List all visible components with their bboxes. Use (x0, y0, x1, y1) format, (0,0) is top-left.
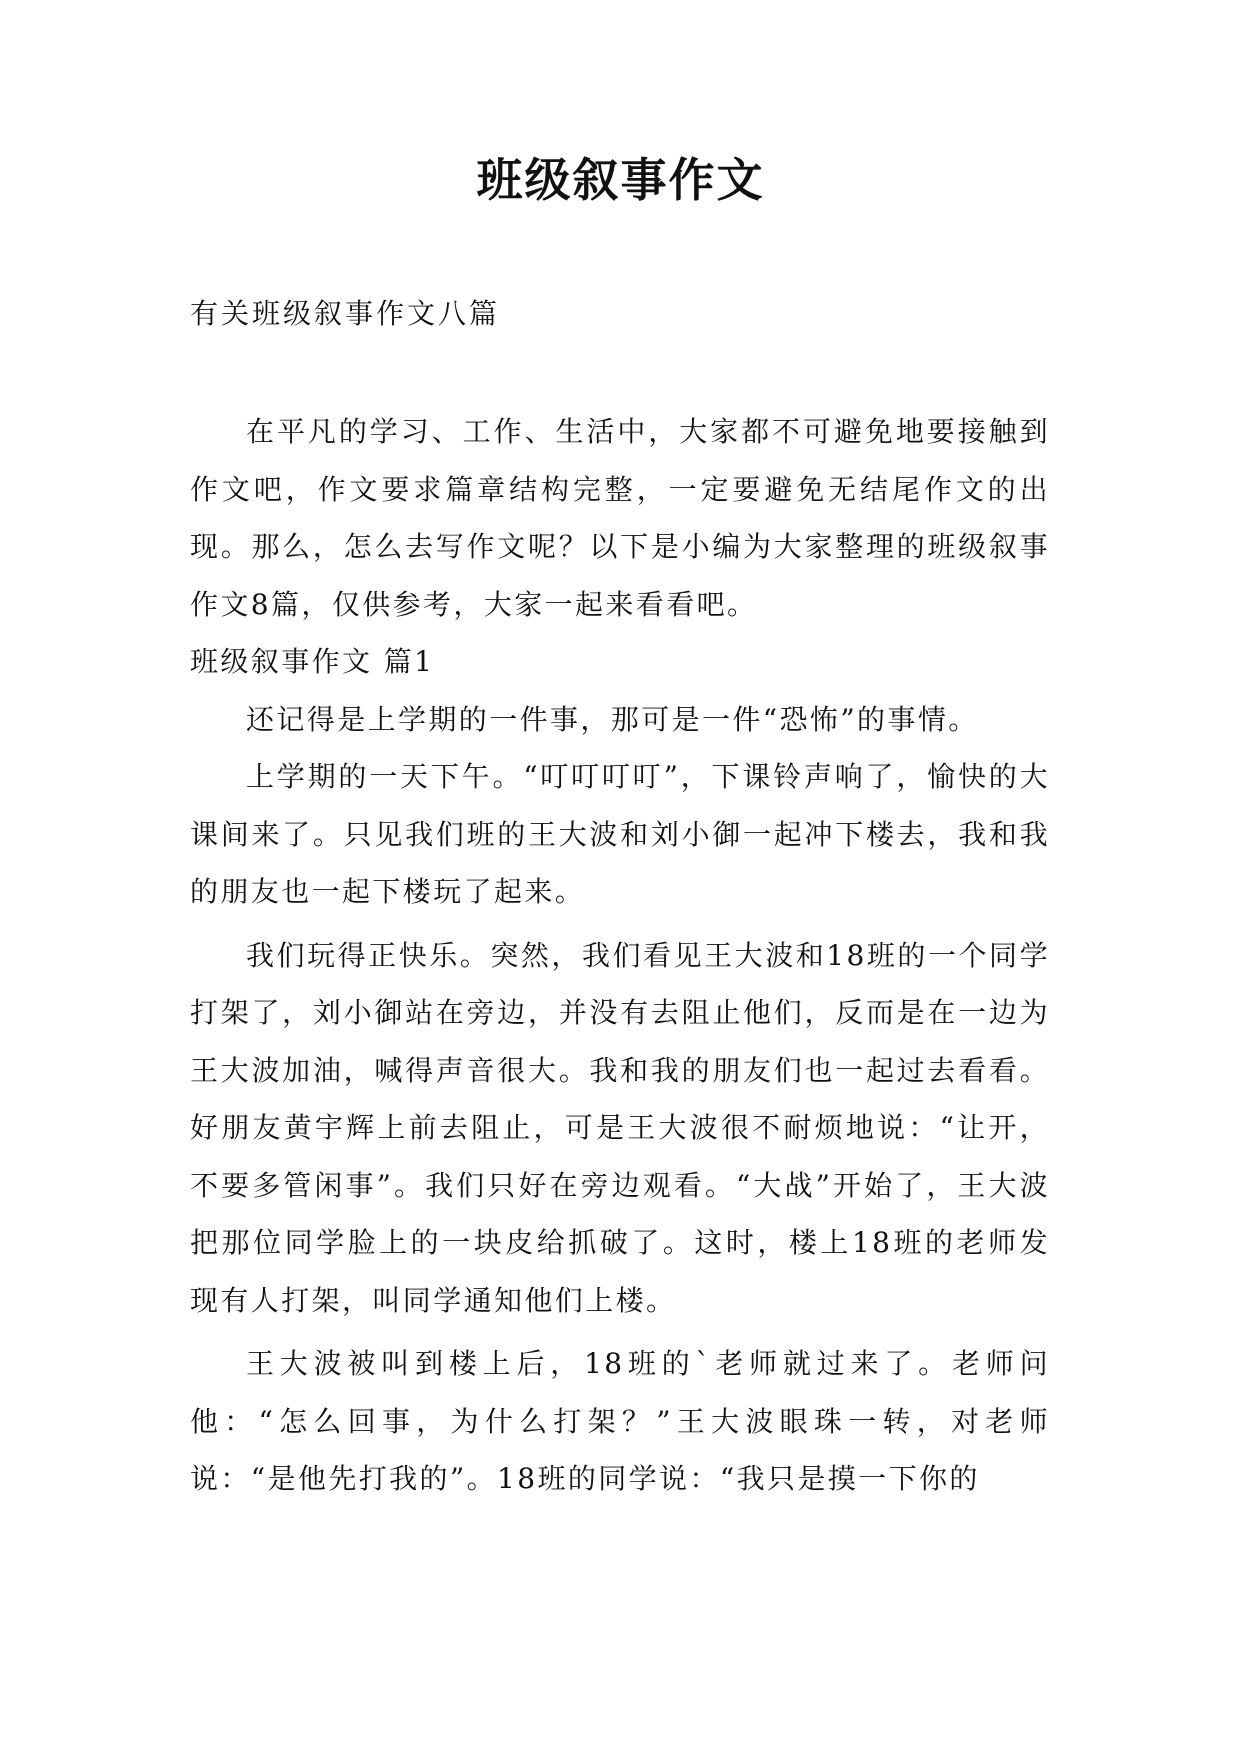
document-body (190, 403, 1050, 1508)
section-heading: 班级叙事作文 篇1 (190, 645, 435, 678)
body-paragraph-3: 我们玩得正快乐。突然，我们看见王大波和18班的一个同学打架了，刘小御站在旁边，并没有去阻止他们，反而是在一边为王大波加油，喊得声音很大。我和我的朋友们也一起过去看看。好朋友黄宇辉上前去阻止，可是王大波很不耐烦地说：“让开，不要多管闲事”。我们只好在旁边观看。“大战”开始了，王大波把那位同学脸上的一块皮给抓破了。这时，楼上18班的老师发现有人打架，叫同学通知他们上楼。 (190, 938, 1050, 1317)
body-paragraph-2: 上学期的一天下午。“叮叮叮叮”，下课铃声响了，愉快的大课间来了。只见我们班的王大波和刘小御一起冲下楼去，我和我的朋友也一起下楼玩了起来。 (190, 760, 1050, 908)
intro-paragraph: 在平凡的学习、工作、生活中，大家都不可避免地要接触到作文吧，作文要求篇章结构完整，一定要避免无结尾作文的出现。那么，怎么去写作文呢？以下是小编为大家整理的班级叙事作文8篇，仅供参考，大家一起来看看吧。 (190, 415, 1050, 621)
body-paragraph-4: 王大波被叫到楼上后，18班的`老师就过来了。老师问他：“怎么回事，为什么打架？”王大波眼珠一转，对老师说：“是他先打我的”。18班的同学说：“我只是摸一下你的 (190, 1347, 1050, 1495)
document-title: 班级叙事作文 (476, 153, 765, 207)
document-subtitle: 有关班级叙事作文八篇 (190, 297, 501, 330)
body-paragraph-1: 还记得是上学期的一件事，那可是一件“恐怖”的事情。 (246, 702, 979, 736)
